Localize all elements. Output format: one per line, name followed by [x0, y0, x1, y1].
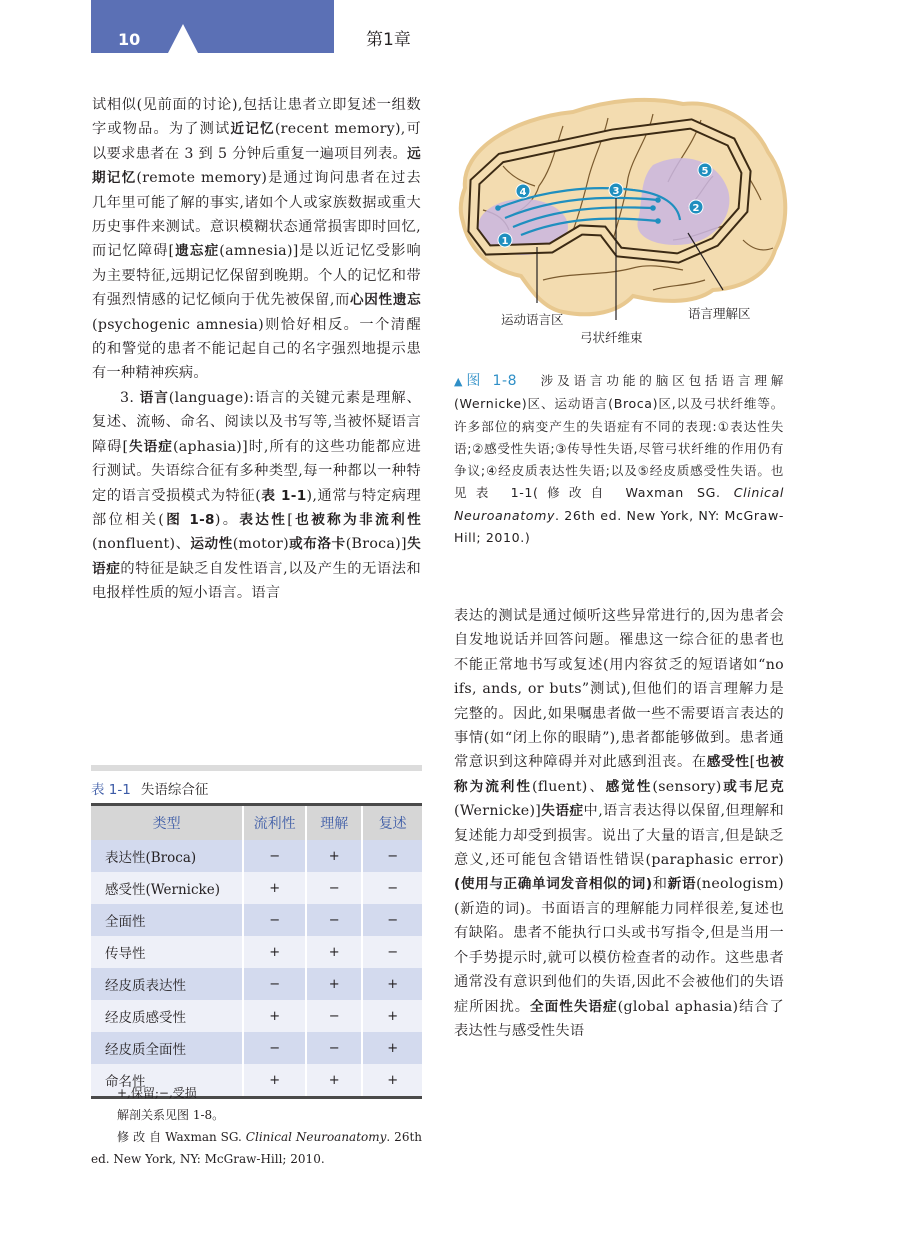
bold-term: 运动性 — [190, 536, 233, 553]
bold-term: 心因性遗忘 — [350, 292, 421, 309]
cell-fluency: − — [243, 904, 306, 936]
svg-text:1: 1 — [501, 236, 509, 247]
bold-term: 新语 — [667, 876, 697, 893]
label-motor-area: 运动语言区 — [501, 312, 564, 327]
bold-term: 感觉性 — [605, 778, 653, 795]
bold-term: 图 1-8 — [164, 511, 215, 528]
cell-comprehension: − — [306, 904, 362, 936]
cell-type: 经皮质感受性 — [91, 1000, 243, 1032]
italic-text: Clinical Neuroanatomy — [454, 485, 784, 523]
text-run: (amnesia)]是以近记忆受影响为主要特征,远期记忆保留到晚期。个人的记忆和带有强烈情感的记忆倾向于优先被保留,而 — [92, 243, 422, 309]
header-notch-decoration — [168, 24, 198, 53]
brain-figure — [443, 90, 793, 352]
cell-comprehension: − — [306, 1032, 362, 1064]
text-run: (language):语言的关键元素是理解、复述、流畅、命名、阅读以及书写等,当被怀疑语言障碍[ — [92, 389, 421, 455]
text-run: (aphasia)]时,所有的这些功能都应进行测试。失语综合征有多种类型,每一种都以一种特定的语言受损模式为特征( — [92, 438, 421, 504]
marker-1 — [498, 233, 512, 247]
aphasia-table — [91, 803, 422, 1099]
text-run: 和 — [652, 876, 668, 893]
marker-4 — [516, 184, 530, 198]
left-column — [92, 93, 421, 606]
bold-term: 全面性失语症 — [530, 998, 618, 1015]
text-run: 试相似(见前面的讨论),包括让患者立即复述一组数字或物品。为了测试 — [92, 97, 421, 138]
header-type: 类型 — [91, 805, 243, 841]
bold-term: 也被称为流利性 — [454, 754, 784, 795]
bold-term: 也被称为非流利性 — [293, 511, 421, 528]
cell-type: 传导性 — [91, 936, 243, 968]
text-run: 3. — [120, 389, 140, 406]
svg-text:3: 3 — [612, 186, 620, 197]
header-comprehension: 理解 — [306, 805, 362, 841]
source-book: Clinical Neuroanatomy — [245, 1130, 387, 1144]
cell-fluency: − — [243, 840, 306, 872]
table-row — [91, 936, 422, 968]
text-run: )。 — [214, 511, 240, 528]
cell-comprehension: + — [306, 968, 362, 1000]
svg-text:4: 4 — [519, 187, 527, 198]
text-run: [ — [287, 511, 294, 528]
text-run: (nonfluent)、 — [92, 536, 191, 553]
table-number: 表 1-1 — [91, 782, 131, 798]
cell-repetition: + — [362, 1064, 422, 1098]
text-run: (sensory) — [652, 778, 722, 795]
bold-term: 遗忘症 — [174, 243, 220, 260]
svg-text:5: 5 — [701, 166, 709, 177]
text-run: (motor) — [232, 536, 289, 553]
paragraph-aphasia-types — [454, 604, 784, 1043]
text-run: 的特征是缺乏自发性语言,以及产生的无语法和电报样性质的短小语言。语言 — [92, 560, 422, 602]
label-arcuate: 弓状纤维束 — [580, 330, 643, 345]
header-repetition: 复述 — [362, 805, 422, 841]
cell-fluency: + — [243, 936, 306, 968]
table-title — [91, 778, 208, 798]
text-run: (remote memory)是通过询问患者在过去几年里可能了解的事实,诸如个人或家族数据或重大历史事件来测试。意识模糊状态通常损害即时回忆,而记忆障碍[ — [92, 170, 421, 260]
cell-type: 全面性 — [91, 904, 243, 936]
label-comprehension-area: 语言理解区 — [688, 306, 751, 321]
header-fluency: 流利性 — [243, 805, 306, 841]
cell-repetition: − — [362, 936, 422, 968]
figure-caption — [454, 370, 784, 549]
text-run: [ — [749, 754, 756, 771]
cell-fluency: − — [243, 968, 306, 1000]
cell-type: 命名性 — [91, 1064, 243, 1098]
cell-repetition: + — [362, 968, 422, 1000]
marker-5 — [698, 163, 712, 177]
text-run: 表达的测试是通过倾听这些异常进行的,因为患者会自发地说话并回答问题。罹患这一综合征的患者也不能正常地书写或复述(用内容贫乏的短语诸如“no ifs, ands, or buts”测试),但他们的语言理解力是完整的。因此,如果嘱患者做一些不需要语言表达的事情(如“闭上你的眼睛”),患者都能够做到。患者通常意识到这种障碍并对此感到沮丧。在 — [454, 608, 784, 771]
caption-text — [454, 373, 784, 545]
text-run: (neologism)(新造的词)。书面语言的理解能力同样很差,复述也有缺陷。患者不能执行口头或书写指令,但是当用一个手势提示时,就可以模仿检查者的动作。这些患者通常没有意识到他们的失语,因此不会被他们的失语症所困扰。 — [454, 876, 784, 1015]
cell-type: 经皮质全面性 — [91, 1032, 243, 1064]
chapter-title: 第1章 — [366, 30, 411, 50]
bold-term: 失语症 — [541, 803, 584, 820]
bold-term: 失语症 — [92, 536, 421, 577]
cell-repetition: + — [362, 1032, 422, 1064]
table-title-text: 失语综合征 — [140, 782, 209, 798]
table-source — [91, 1126, 422, 1170]
text-run: (fluent)、 — [532, 778, 606, 795]
table-row — [91, 1000, 422, 1032]
bold-term: 感受性 — [706, 754, 750, 771]
marker-2 — [689, 200, 703, 214]
cell-type: 感受性(Wernicke) — [91, 872, 243, 904]
table-row — [91, 840, 422, 872]
bold-term: 语言 — [139, 389, 169, 406]
source-prefix: 修 改 自 Waxman SG. — [117, 1130, 246, 1144]
text-run: . 26th ed. New York, NY: McGraw-Hill; 2010.) — [454, 507, 784, 546]
cell-fluency: + — [243, 1000, 306, 1032]
text-run: (global aphasia)结合了表达性与感受性失语 — [454, 998, 784, 1039]
text-run: (Wernicke)] — [454, 803, 542, 820]
figure-label: 图 1-8 — [466, 373, 518, 389]
table-row — [91, 1032, 422, 1064]
table-header-row — [91, 805, 422, 841]
cell-comprehension: + — [306, 840, 362, 872]
bold-term: 表达性 — [239, 511, 288, 528]
cell-repetition: + — [362, 1000, 422, 1032]
cell-repetition: − — [362, 840, 422, 872]
text-run: (psychogenic amnesia)则恰好相反。一个清醒的和警觉的患者不能记起自己的名字强烈地提示患有一种精神疾病。 — [92, 316, 421, 382]
text-run: (recent memory),可以要求患者在 3 到 5 分钟后重复一遍项目列表。 — [92, 121, 421, 162]
paragraph-language — [92, 386, 421, 606]
table-notes — [91, 1082, 422, 1170]
bold-term: 远期记忆 — [92, 145, 421, 187]
table-anatomy-note: 解剖关系见图 1-8。 — [117, 1108, 225, 1122]
cell-comprehension: − — [306, 1000, 362, 1032]
cell-fluency: + — [243, 872, 306, 904]
cell-type: 经皮质表达性 — [91, 968, 243, 1000]
right-column — [454, 604, 784, 1043]
table-top-rule — [91, 765, 422, 771]
cell-comprehension: + — [306, 1064, 362, 1098]
cell-type: 表达性(Broca) — [91, 840, 243, 872]
cell-repetition: − — [362, 872, 422, 904]
source-suffix: . 26th ed. New York, NY: McGraw-Hill; 2010. — [91, 1130, 423, 1166]
paragraph-memory — [92, 93, 421, 386]
bold-term: (使用与正确单词发音相似的词) — [454, 876, 653, 893]
triangle-icon: ▲ — [454, 375, 467, 388]
table-row — [91, 904, 422, 936]
bold-term: 或韦尼克 — [721, 778, 785, 795]
cell-comprehension: − — [306, 872, 362, 904]
marker-3 — [609, 183, 623, 197]
bold-term: 近记忆 — [230, 121, 275, 138]
bold-term: 失语症 — [128, 438, 173, 455]
svg-text:2: 2 — [692, 203, 700, 214]
text-run: (Broca)] — [345, 536, 407, 553]
cell-repetition: − — [362, 904, 422, 936]
text-run: 涉及语言功能的脑区包括语言理解(Wernicke)区、运动语言(Broca)区,以及弓状纤维等。许多部位的病变产生的失语症有不同的表现:①表达性失语;②感受性失语;③传导性失语,尽管弓状纤维的作用仍有争议;④经皮质表达性失语;以及⑤经皮质感受性失语。也见表 1-1(修改自 Waxman SG. — [454, 373, 785, 501]
bold-term: 或布洛卡 — [288, 536, 346, 553]
table-row — [91, 872, 422, 904]
table-row — [91, 968, 422, 1000]
bold-term: 表 1-1 — [261, 487, 307, 504]
text-run: 中,语言表达得以保留,但理解和复述能力却受到损害。说出了大量的语言,但是缺乏意义,还可能包含错语性错误(paraphasic error) — [454, 803, 784, 869]
text-run: ),通常与特定病理部位相关( — [92, 487, 421, 528]
cell-comprehension: + — [306, 936, 362, 968]
cell-fluency: − — [243, 1032, 306, 1064]
page-number: 10 — [118, 30, 141, 49]
cell-fluency: + — [243, 1064, 306, 1098]
table-legend: +,保留;−,受损 — [117, 1086, 197, 1100]
